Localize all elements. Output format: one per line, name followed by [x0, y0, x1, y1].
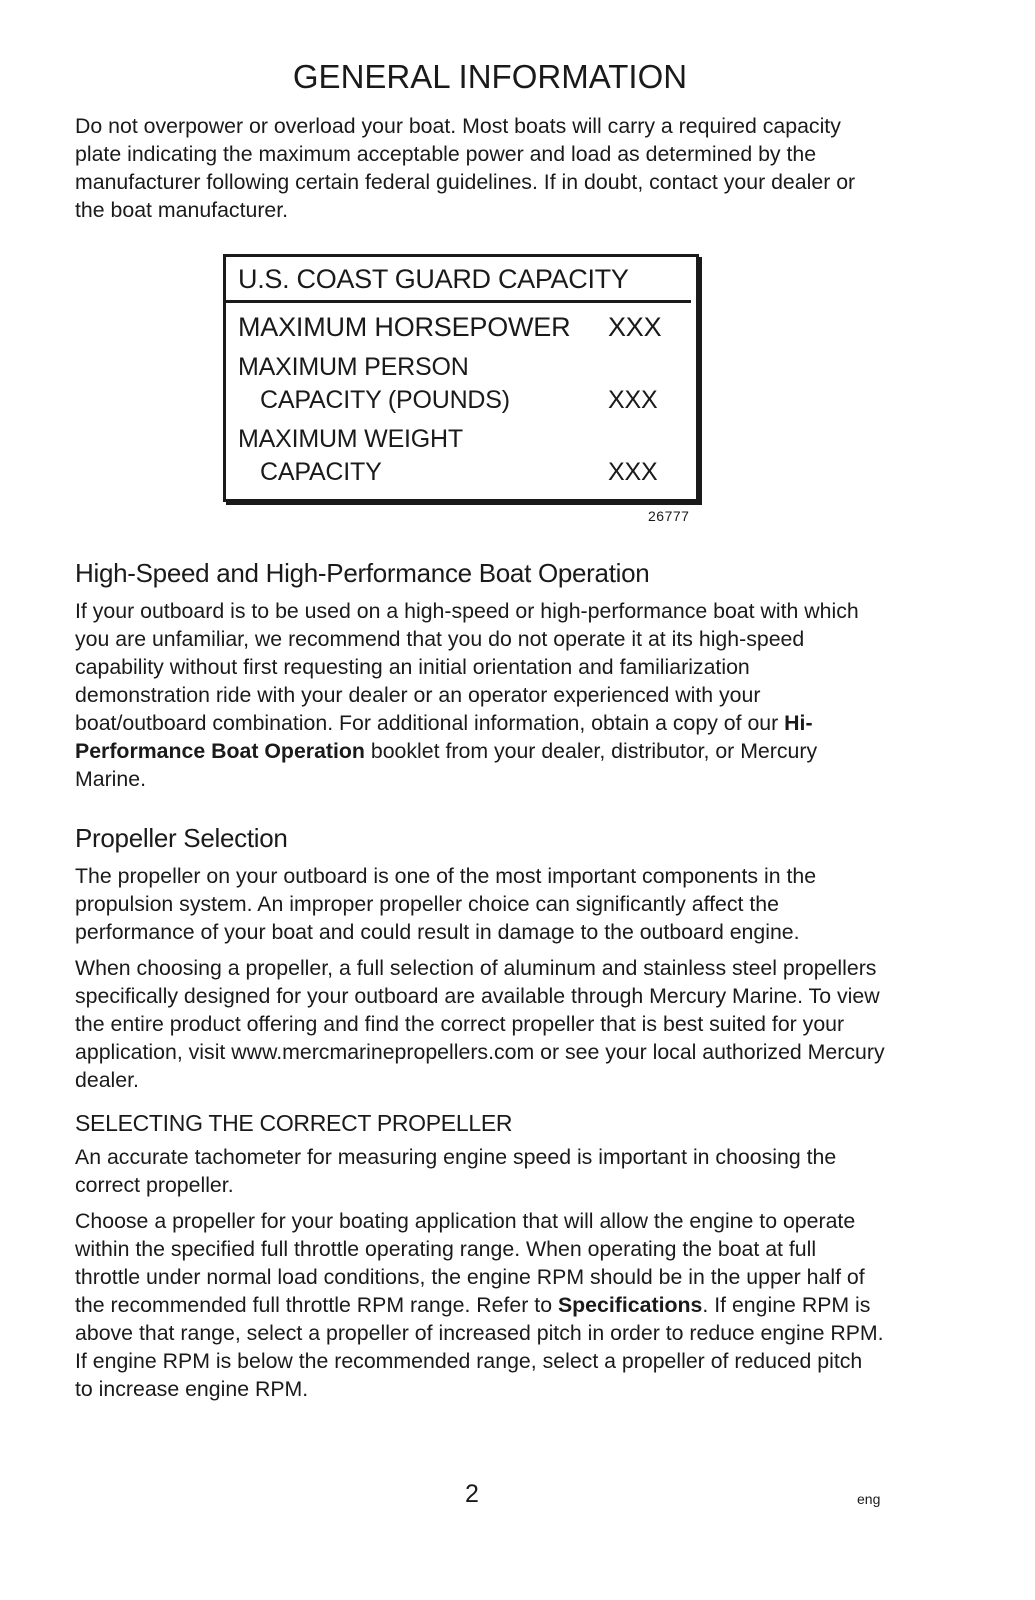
person-value: XXX — [608, 386, 658, 414]
person-label-2: CAPACITY (POUNDS) — [260, 386, 510, 414]
high-speed-text-before: If your outboard is to be used on a high-speed or high-performance boat with which you are unfamiliar, we recommend that you do not operate it at its high-speed capability without first requesting an initial orientation and familiarization demonstration ride with your dealer or an operator experienced with your boat/outboard combination. For additional information, obtain a copy of our — [75, 599, 859, 735]
selecting-text-after: . If engine RPM is above that range, select a propeller of increased pitch in order to reduce engine RPM. If engine RPM is below the recommended range, select a propeller of reduced pitch to increase engine RPM. — [75, 1293, 884, 1401]
figure-number: 26777 — [648, 508, 690, 524]
capacity-plate-figure — [223, 254, 699, 502]
plate-header: U.S. COAST GUARD CAPACITY — [226, 257, 691, 303]
page-number: 2 — [465, 1480, 479, 1508]
selecting-propeller-heading: SELECTING THE CORRECT PROPELLER — [75, 1110, 513, 1136]
plate-row-person — [226, 351, 696, 417]
language-code: eng — [857, 1491, 881, 1507]
horsepower-value: XXX — [608, 312, 662, 342]
page-content — [75, 58, 885, 1403]
propeller-paragraph-1: The propeller on your outboard is one of the most important components in the propulsion system. An improper propeller choice can significantly affect the performance of your boat and could result in damage to the outboard engine. — [75, 864, 817, 944]
plate-row-weight — [226, 423, 696, 489]
high-speed-text-after: booklet from your dealer, distributor, or Mercury Marine. — [75, 739, 818, 791]
selecting-paragraph-1: An accurate tachometer for measuring engine speed is important in choosing the correct propeller. — [75, 1145, 837, 1197]
propeller-paragraph-2: When choosing a propeller, a full selection of aluminum and stainless steel propellers specifically designed for your outboard are available through Mercury Marine. To view the entire product offering and find the correct propeller that is best suited for your application, visit www.mercmarinepropellers.com or see your local authorized Mercury dealer. — [75, 956, 885, 1092]
horsepower-label: MAXIMUM HORSEPOWER — [238, 312, 571, 342]
page-title: GENERAL INFORMATION — [292, 58, 688, 95]
propeller-selection-heading: Propeller Selection — [75, 823, 288, 853]
high-speed-heading: High-Speed and High-Performance Boat Operation — [75, 558, 650, 588]
weight-label-1: MAXIMUM WEIGHT — [238, 425, 463, 453]
intro-paragraph: Do not overpower or overload your boat. Most boats will carry a required capacity plate indicating the maximum acceptable power and load as determined by the manufacturer following certain federal guidelines. If in doubt, contact your dealer or the boat manufacturer. — [75, 114, 856, 222]
selecting-text-before: Choose a propeller for your boating application that will allow the engine to operate within the specified full throttle operating range. When operating the boat at full throttle under normal load conditions, the engine RPM should be in the upper half of the recommended full throttle RPM range. Refer to — [75, 1209, 865, 1317]
selecting-paragraph-2 — [75, 1207, 885, 1403]
weight-label-2: CAPACITY — [260, 458, 382, 486]
specifications-reference: Specifications — [557, 1293, 703, 1317]
hi-performance-booklet-title: Hi-Performance Boat Operation — [75, 711, 813, 763]
person-label-1: MAXIMUM PERSON — [238, 353, 469, 381]
plate-row-horsepower — [226, 309, 696, 345]
weight-value: XXX — [608, 458, 658, 486]
high-speed-paragraph — [75, 597, 885, 793]
